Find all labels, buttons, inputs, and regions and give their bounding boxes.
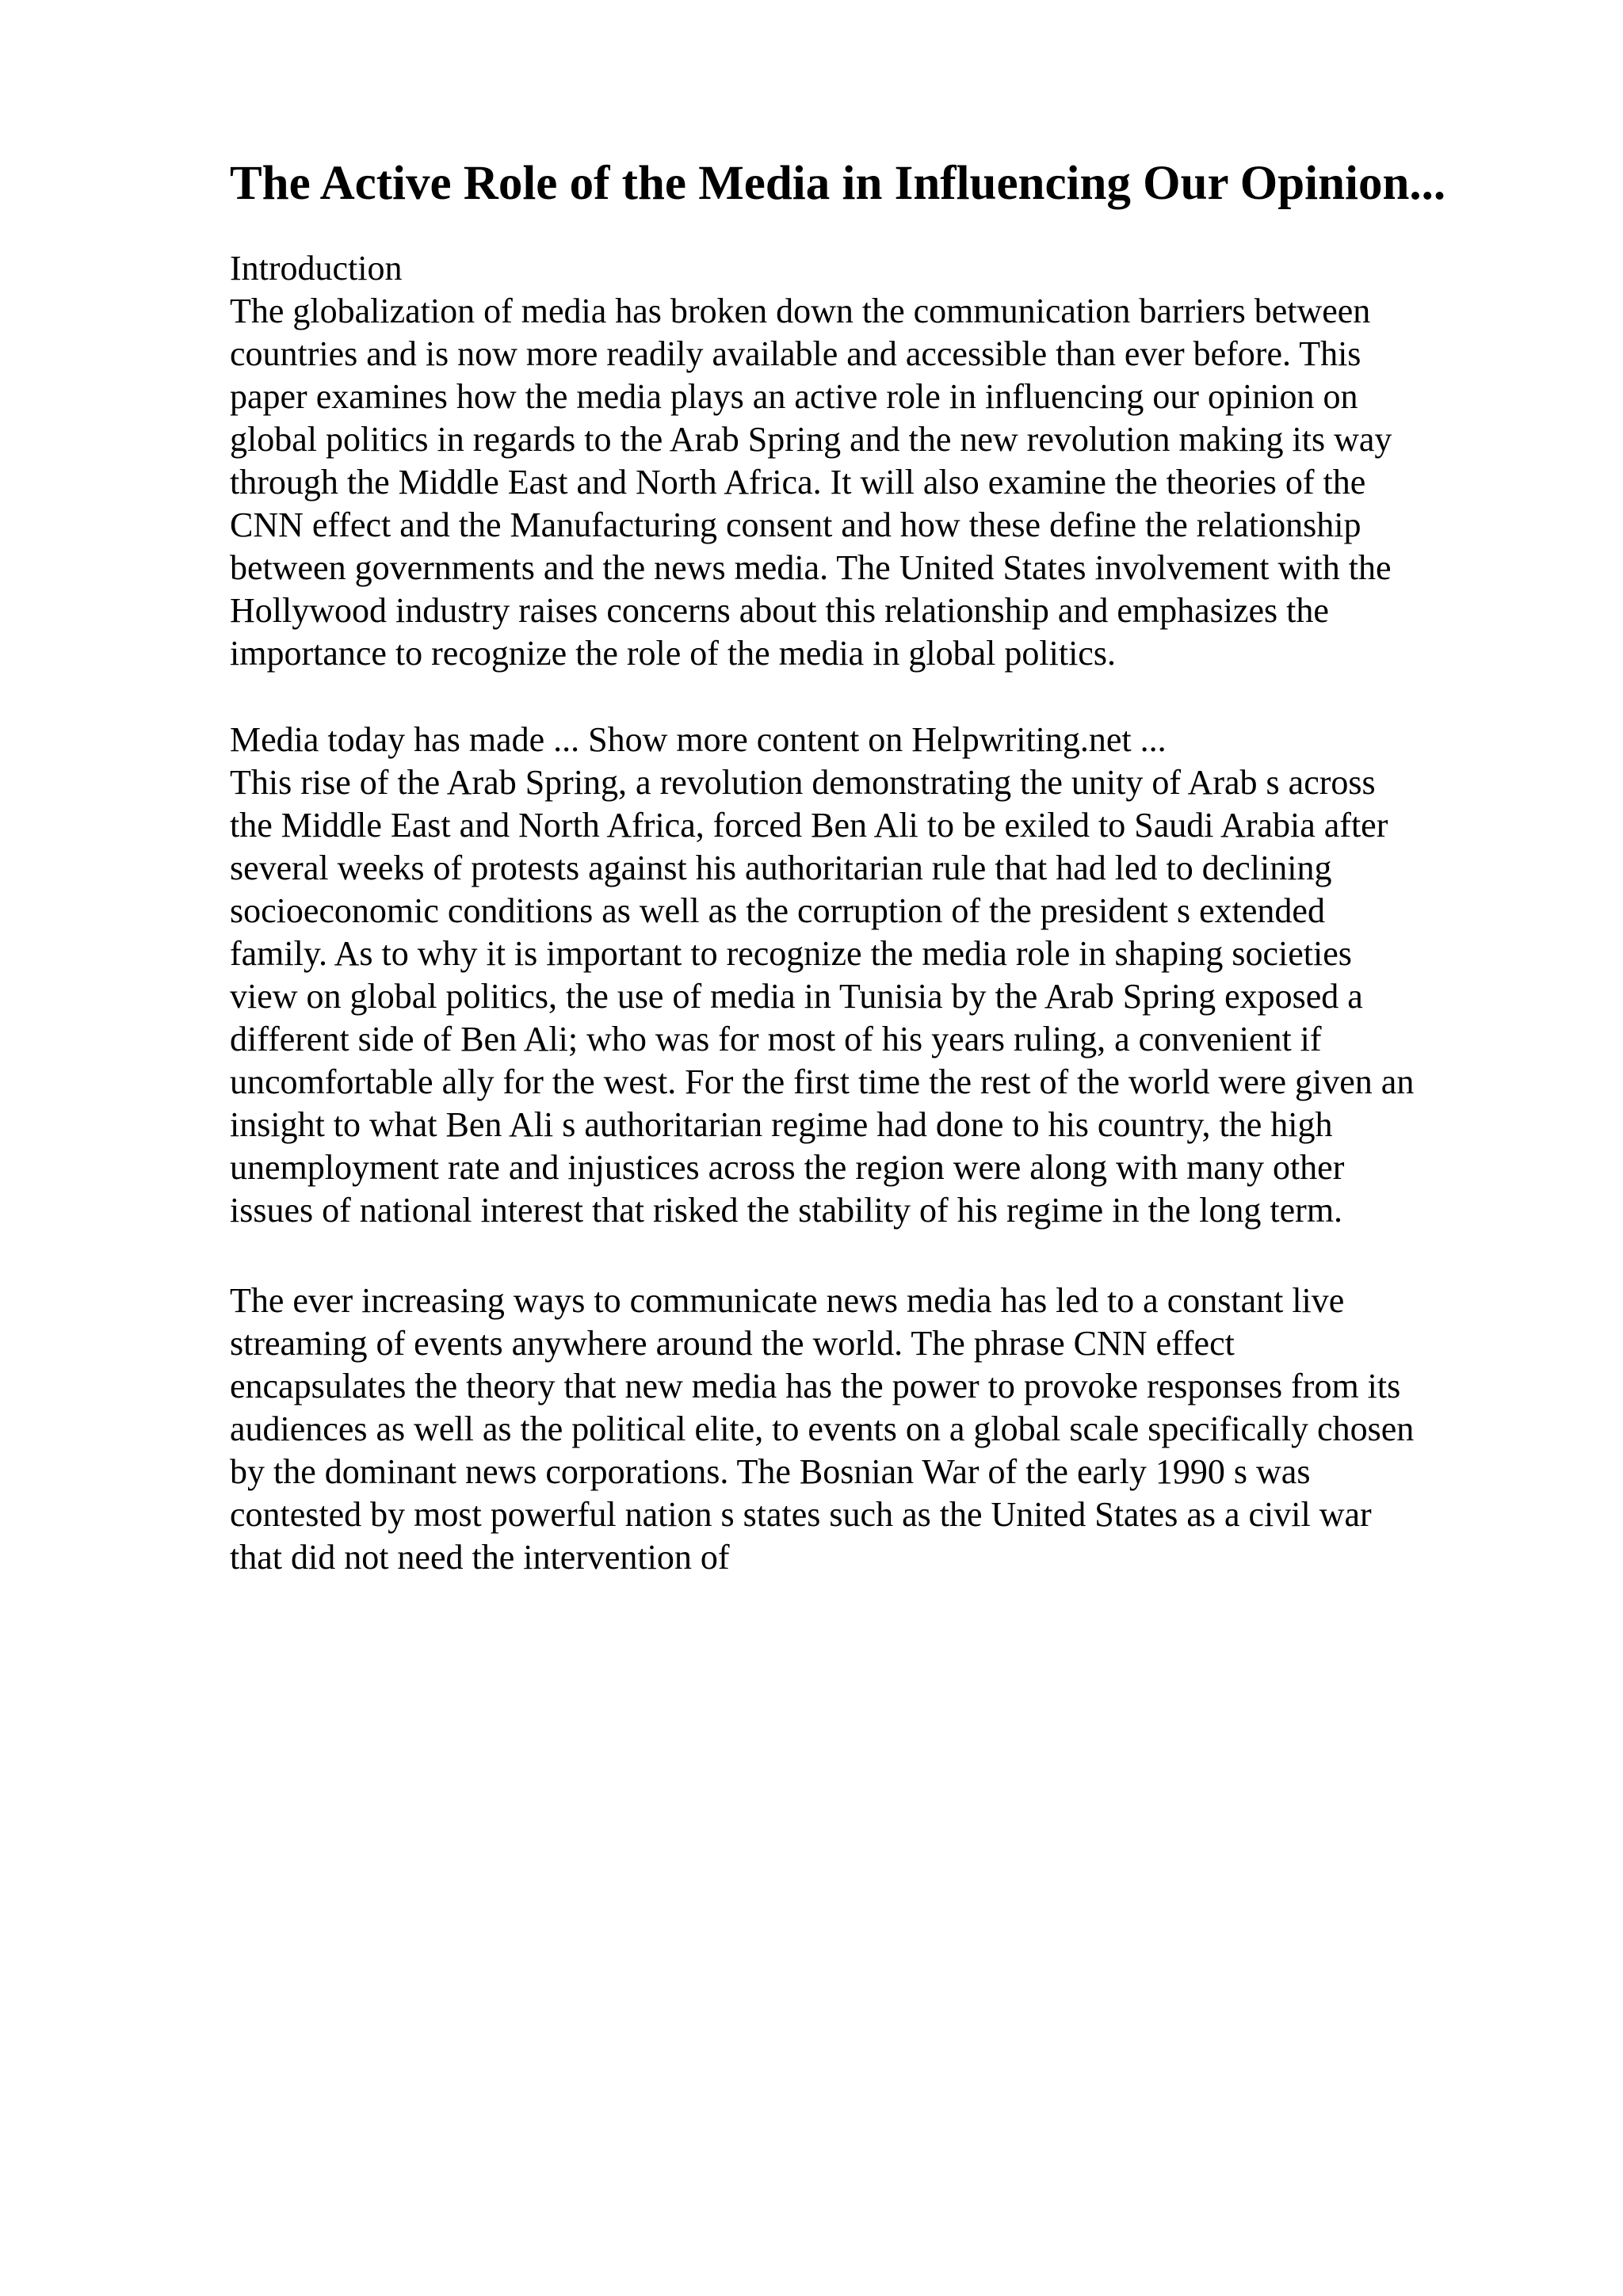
text-line: importance to recognize the role of the media in global politics. (230, 634, 1116, 673)
text-line: that did not need the intervention of (230, 1538, 730, 1577)
text-line: global politics in regards to the Arab Spring and the new revolution making its way (230, 420, 1392, 459)
text-line: through the Middle East and North Africa. It will also examine the theories of the (230, 463, 1366, 502)
text-line: issues of national interest that risked the stability of his regime in the long term. (230, 1191, 1343, 1230)
text-line: several weeks of protests against his authoritarian rule that had led to declining (230, 849, 1332, 887)
text-line: by the dominant news corporations. The Bosnian War of the early 1990 s was (230, 1452, 1311, 1491)
text-line: countries and is now more readily available and accessible than ever before. This (230, 334, 1361, 373)
text-line: CNN effect and the Manufacturing consent and how these define the relationship (230, 505, 1361, 544)
text-line: between governments and the news media. The United States involvement with the (230, 548, 1392, 587)
text-line: the Middle East and North Africa, forced Ben Ali to be exiled to Saudi Arabia after (230, 806, 1388, 845)
text-line: contested by most powerful nation s states such as the United States as a civil war (230, 1495, 1372, 1534)
document-title: The Active Role of the Media in Influencing Our Opinion... (230, 157, 1446, 210)
cnn-effect-paragraph (230, 1280, 1529, 1579)
text-line: The globalization of media has broken down the communication barriers between (230, 292, 1371, 330)
text-line: uncomfortable ally for the west. For the first time the rest of the world were given an (230, 1062, 1415, 1101)
text-line: audiences as well as the political elite, to events on a global scale specifically chosen (230, 1409, 1415, 1448)
text-line: encapsulates the theory that new media has the power to provoke responses from its (230, 1367, 1401, 1405)
text-line: This rise of the Arab Spring, a revolution demonstrating the unity of Arab s across (230, 763, 1376, 802)
text-line: paper examines how the media plays an active role in influencing our opinion on (230, 377, 1358, 416)
intro-paragraph (230, 247, 1529, 675)
text-line: Hollywood industry raises concerns about this relationship and emphasizes the (230, 591, 1329, 630)
text-line: The ever increasing ways to communicate news media has led to a constant live (230, 1281, 1345, 1320)
section-heading-introduction: Introduction (230, 249, 403, 288)
arab-spring-paragraph (230, 719, 1529, 1232)
text-line: streaming of events anywhere around the world. The phrase CNN effect (230, 1324, 1235, 1363)
text-line: socioeconomic conditions as well as the corruption of the president s extended (230, 891, 1325, 930)
show-more-line: Media today has made ... Show more content on Helpwriting.net ... (230, 720, 1167, 759)
text-line: insight to what Ben Ali s authoritarian regime had done to his country, the high (230, 1105, 1333, 1144)
text-line: family. As to why it is important to recognize the media role in shaping societies (230, 934, 1352, 973)
text-line: view on global politics, the use of media in Tunisia by the Arab Spring exposed a (230, 977, 1363, 1016)
text-line: unemployment rate and injustices across the region were along with many other (230, 1148, 1345, 1187)
text-line: different side of Ben Ali; who was for most of his years ruling, a convenient if (230, 1020, 1322, 1058)
